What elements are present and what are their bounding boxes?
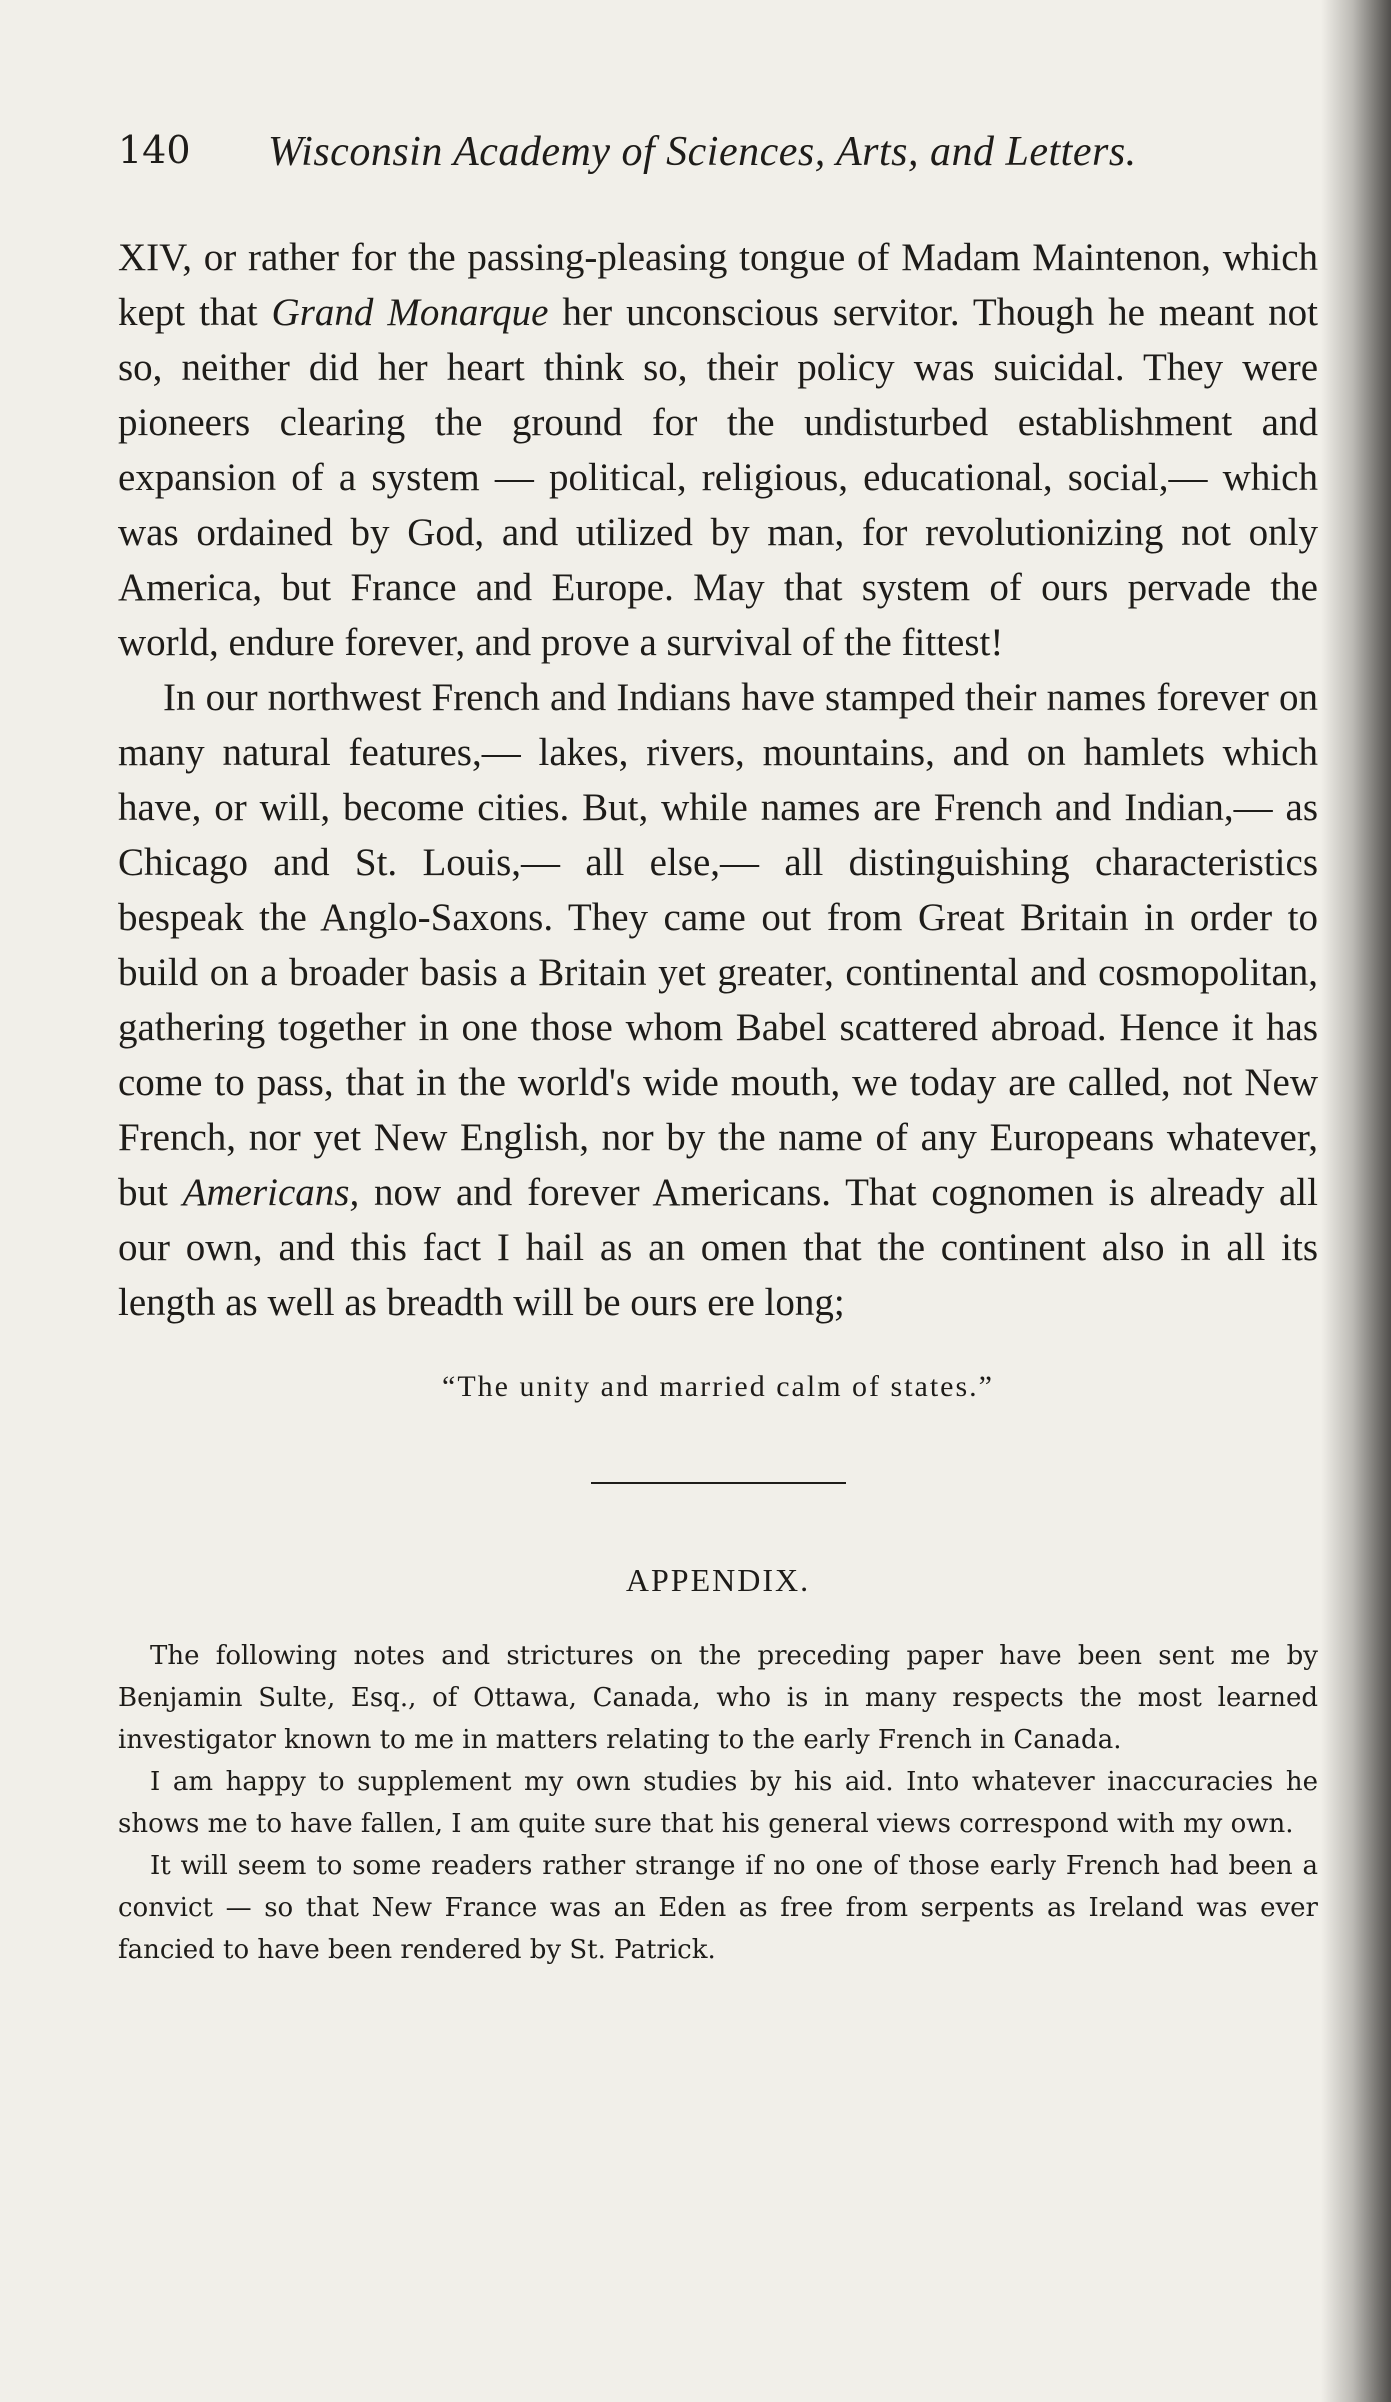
running-title: Wisconsin Academy of Sciences, Arts, and Letters. <box>268 129 1137 175</box>
closing-quote: “The unity and married calm of states.” <box>442 1370 994 1403</box>
paragraph-1-text-a: XIV, or rather for the passing-pleasing tongue of Madam Maintenon, which kept that <box>118 236 1318 334</box>
document-page <box>118 118 1318 1971</box>
paragraph-2-italic: Americans, <box>182 1171 360 1214</box>
paragraph-2 <box>118 670 1318 1330</box>
page-edge-shadow <box>1321 0 1391 2402</box>
appendix-paragraph: It will seem to some readers rather strange if no one of those early French had been a convict — so that New France was an Eden as free from serpents as Ireland was ever fancied to have been rendered by St. Patrick. <box>118 1851 1318 1965</box>
page-number: 140 <box>118 128 191 172</box>
appendix-paragraph: The following notes and strictures on the preceding paper have been sent me by Benjamin Sulte, Esq., of Ottawa, Canada, who is in many respects the most learned investigator known to me in matters relating to the early French in Canada. <box>118 1641 1318 1755</box>
appendix-text <box>118 1635 1318 1971</box>
section-divider <box>591 1482 846 1484</box>
paragraph-1 <box>118 230 1318 670</box>
running-header <box>118 118 1318 178</box>
appendix-title: APPENDIX. <box>625 1562 811 1598</box>
body-text <box>118 230 1318 1330</box>
paragraph-1-text-c: her unconscious servitor. Though he meant not so, neither did her heart think so, their policy was suicidal. They were pioneers clearing the ground for the undisturbed establishment and expansion of a system — political, religious, educational, social,— which was ordained by God, and utilized by man, for revolutionizing not only America, but France and Europe. May that system of ours pervade the world, endure forever, and prove a survival of the fittest! <box>118 291 1318 664</box>
paragraph-2-text-a: In our northwest French and Indians have stamped their names forever on many natural features,— lakes, rivers, mountains, and on hamlets which have, or will, become cities. But, while names are French and Indian,— as Chicago and St. Louis,— all else,— all distinguishing characteristics bespeak the Anglo-Saxons. They came out from Great Britain in order to build on a broader basis a Britain yet greater, continental and cosmopolitan, gathering together in one those whom Babel scattered abroad. Hence it has come to pass, that in the world's wide mouth, we today are called, not New French, nor yet New English, nor by the name of any Europeans whatever, but <box>118 676 1318 1214</box>
paragraph-1-italic: Grand Monarque <box>271 291 549 334</box>
appendix-paragraph: I am happy to supplement my own studies by his aid. Into whatever inaccuracies he shows me to have fallen, I am quite sure that his general views correspond with my own. <box>118 1767 1318 1839</box>
paragraph-2-text-c: now and forever Americans. That cognomen is already all our own, and this fact I hail as an omen that the continent also in all its length as well as breadth will be ours ere long; <box>118 1171 1318 1324</box>
